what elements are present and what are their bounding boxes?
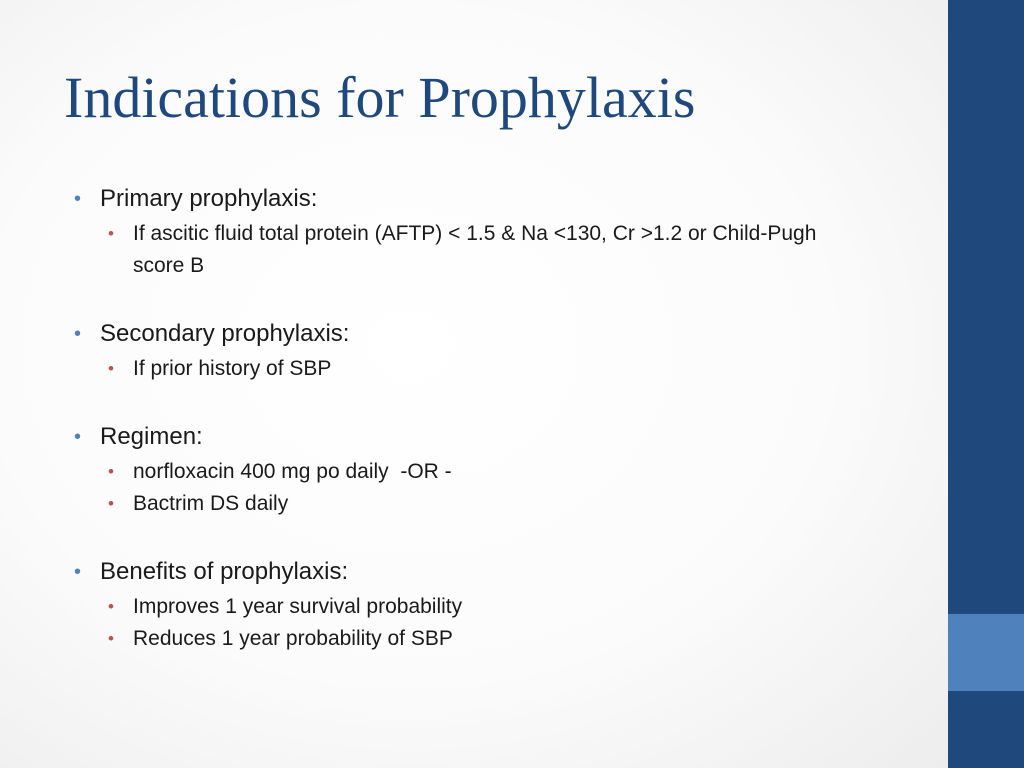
bullet-heading: Secondary prophylaxis: [100,320,350,347]
sub-bullet-icon: • [108,597,114,616]
bullet-level2 [106,456,853,488]
bullet-heading: Primary prophylaxis: [100,185,318,212]
bullet-level1 [72,553,932,591]
bullet-item: If prior history of SBP [133,357,332,380]
bullet-heading: Regimen: [100,423,203,450]
bullet-heading: Benefits of prophylaxis: [100,558,349,585]
sidebar-accent-block [948,614,1024,691]
sub-bullet-icon: • [108,462,114,481]
bullet-level2 [106,623,853,655]
section-primary-prophylaxis [72,180,932,282]
bullet-icon: • [74,561,82,583]
bullet-icon: • [74,188,82,210]
sub-bullet-icon: • [108,494,114,513]
section-secondary-prophylaxis [72,315,932,385]
section-regimen [72,418,932,520]
bullet-level1 [72,180,932,218]
bullet-item: Reduces 1 year probability of SBP [133,627,453,650]
bullet-level2 [106,218,853,282]
section-benefits [72,553,932,655]
sub-bullet-icon: • [108,359,114,378]
bullet-item: norfloxacin 400 mg po daily -OR - [133,460,452,483]
bullet-level1 [72,315,932,353]
bullet-item: Improves 1 year survival probability [133,595,463,618]
sub-bullet-icon: • [108,224,114,243]
bullet-level1 [72,418,932,456]
bullet-item: If ascitic fluid total protein (AFTP) < 1.5 & Na <130, Cr >1.2 or Child-Pugh score B [133,222,817,277]
bullet-level2 [106,488,853,520]
bullet-level2 [106,591,853,623]
bullet-icon: • [74,323,82,345]
sub-bullet-icon: • [108,629,114,648]
bullet-item: Bactrim DS daily [133,492,289,515]
bullet-level2 [106,353,853,385]
slide-title: Indications for Prophylaxis [64,65,696,130]
bullet-icon: • [74,426,82,448]
slide-content [72,180,932,688]
